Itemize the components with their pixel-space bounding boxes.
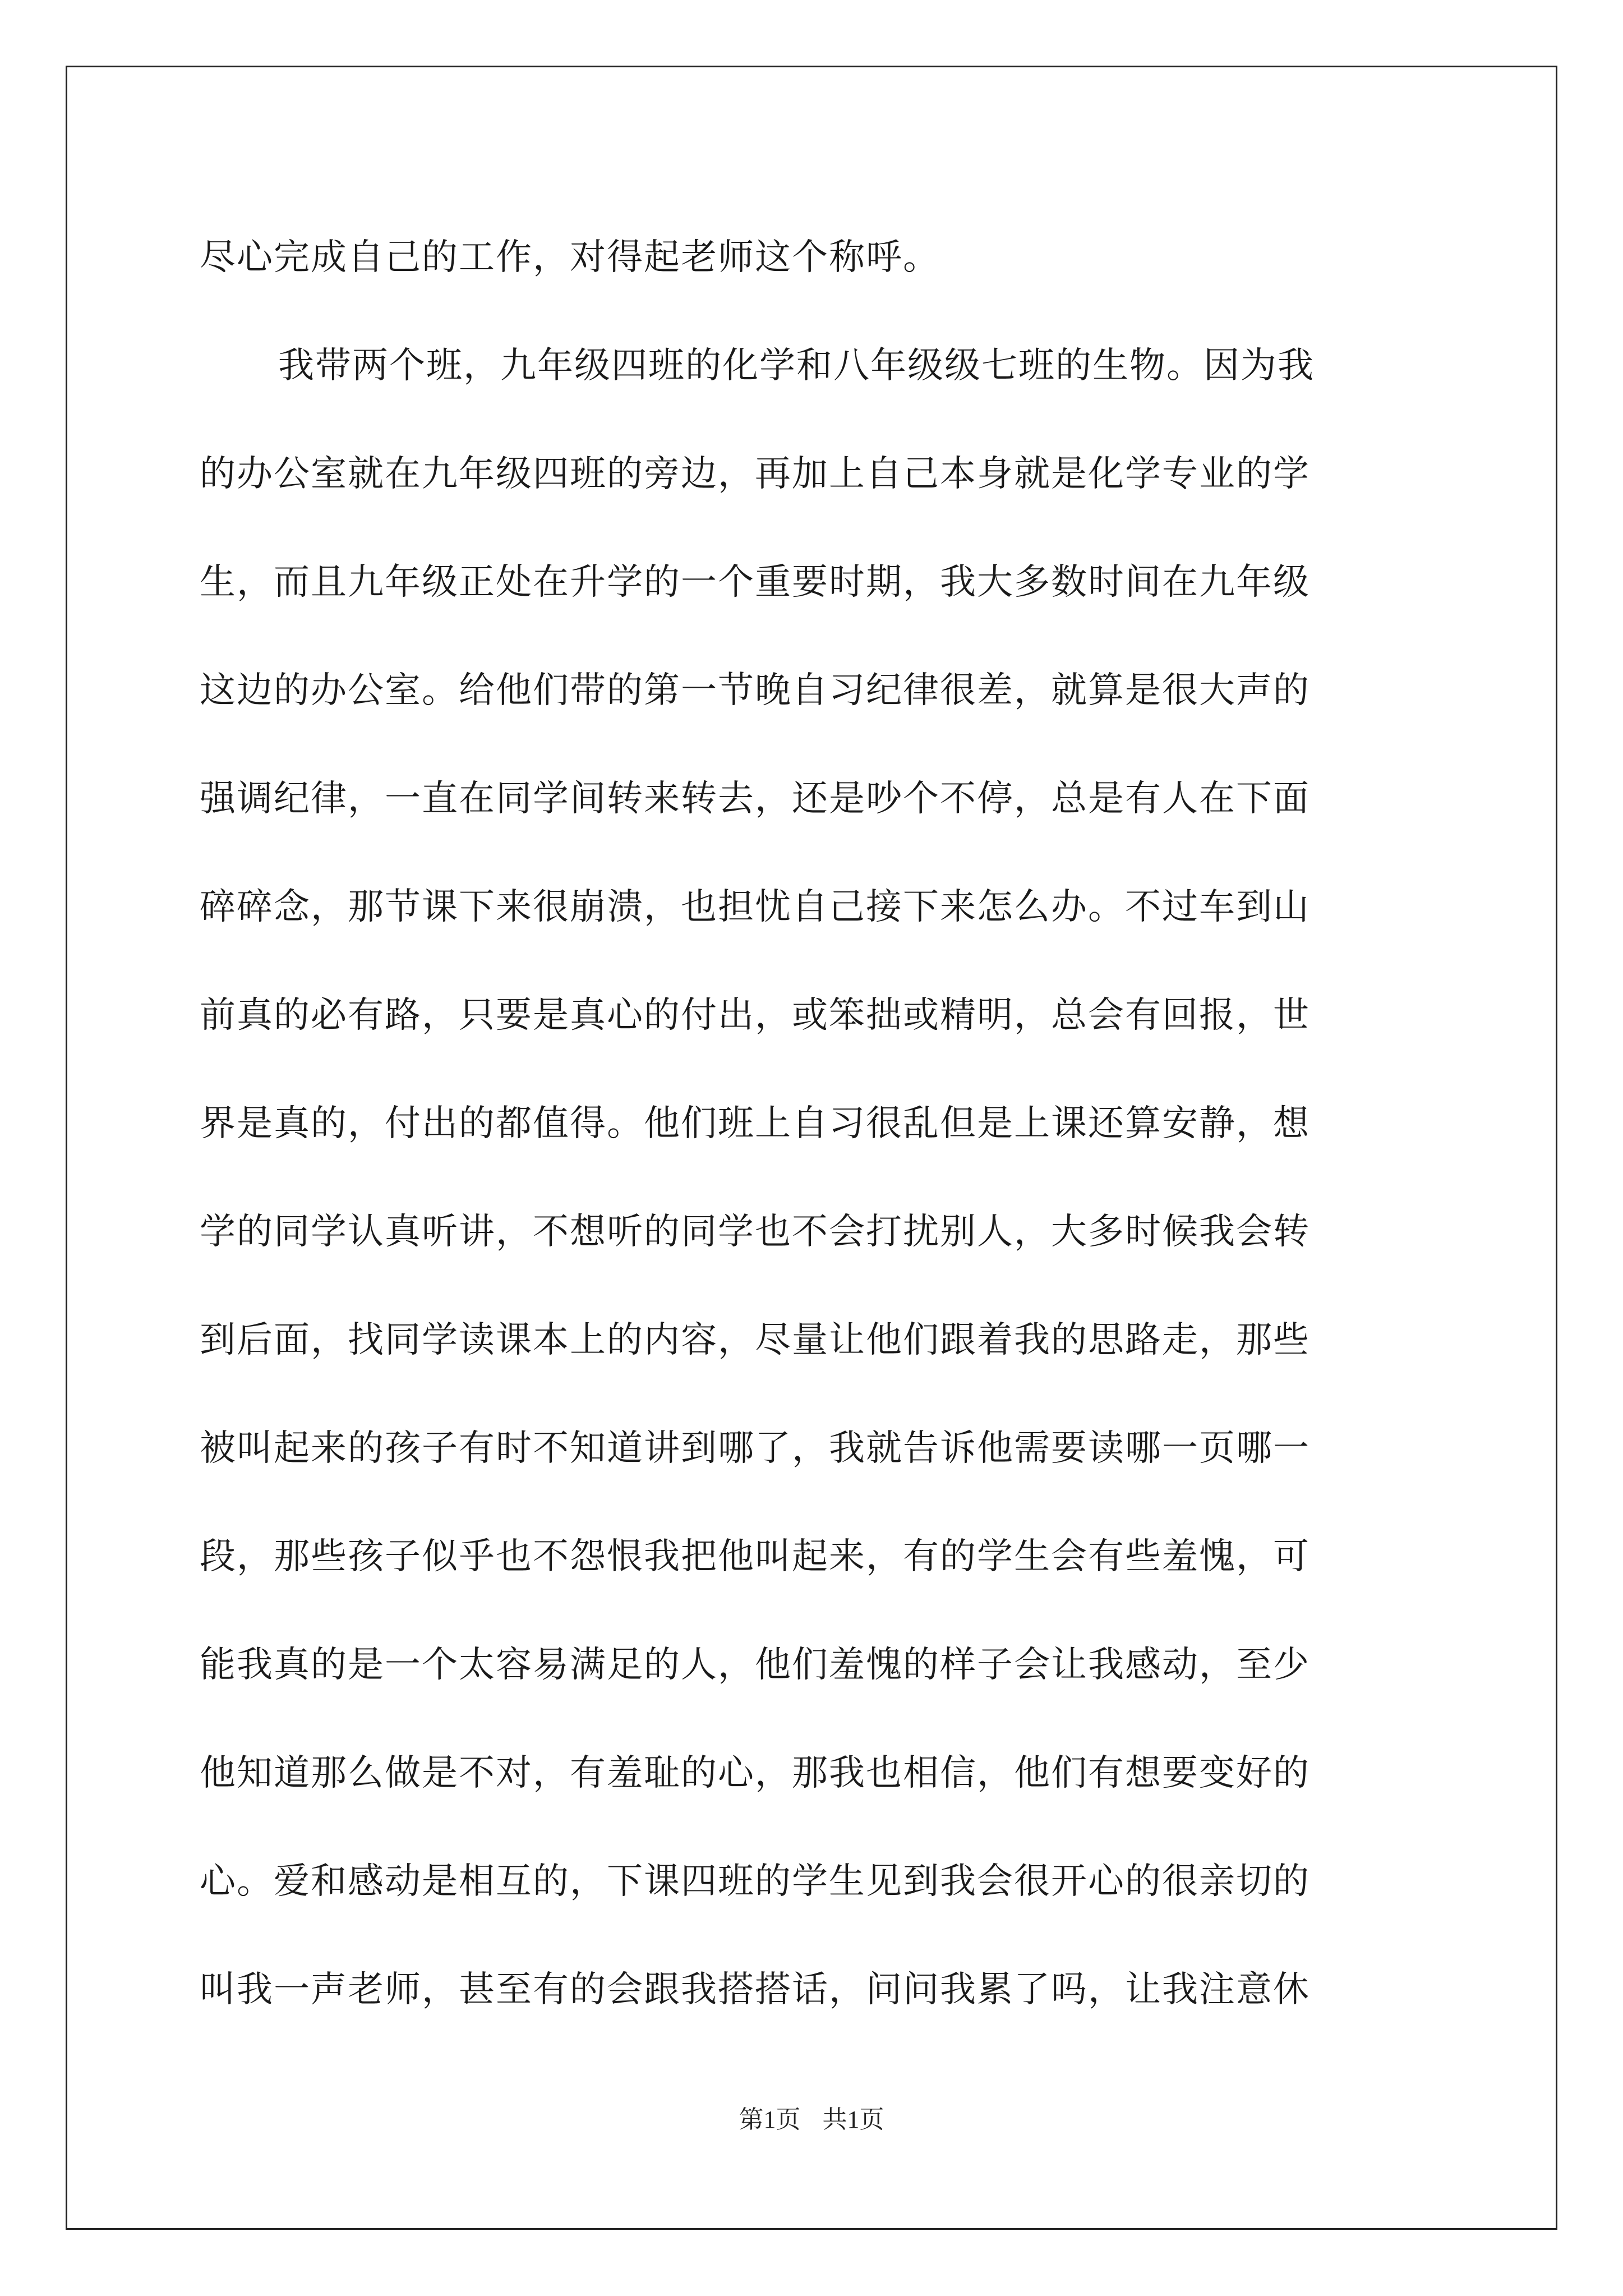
text-line: 碎碎念，那节课下来很崩溃，也担忧自己接下来怎么办。不过车到山: [200, 886, 1310, 928]
text-line: 前真的必有路，只要是真心的付出，或笨拙或精明，总会有回报，世: [200, 995, 1310, 1036]
document-body: [200, 204, 1433, 2044]
text-line: 叫我一声老师，甚至有的会跟我搭搭话，问问我累了吗，让我注意休: [200, 1969, 1310, 2010]
text-line: 被叫起来的孩子有时不知道讲到哪了，我就告诉他需要读哪一页哪一: [200, 1428, 1310, 1469]
text-line: 强调纪律，一直在同学间转来转去，还是吵个不停，总是有人在下面: [200, 778, 1310, 820]
page-number-current: 第1页: [739, 2106, 801, 2133]
text-line: 我带两个班，九年级四班的化学和八年级级七班的生物。因为我: [278, 345, 1315, 386]
text-line: 到后面，找同学读课本上的内容，尽量让他们跟着我的思路走，那些: [200, 1319, 1310, 1361]
text-line: 他知道那么做是不对，有羞耻的心，那我也相信，他们有想要变好的: [200, 1752, 1310, 1794]
text-line: 能我真的是一个太容易满足的人，他们羞愧的样子会让我感动，至少: [200, 1644, 1310, 1686]
text-line: 学的同学认真听讲，不想听的同学也不会打扰别人，大多时候我会转: [200, 1211, 1310, 1253]
page-footer: [0, 2099, 1623, 2135]
text-line: 心。爱和感动是相互的，下课四班的学生见到我会很开心的很亲切的: [200, 1861, 1310, 1902]
text-line: 生，而且九年级正处在升学的一个重要时期，我大多数时间在九年级: [200, 562, 1310, 603]
page-number-total: 共1页: [822, 2106, 884, 2133]
text-line: 的办公室就在九年级四班的旁边，再加上自己本身就是化学专业的学: [200, 453, 1310, 495]
text-line: 段，那些孩子似乎也不怨恨我把他叫起来，有的学生会有些羞愧，可: [200, 1536, 1310, 1577]
text-line: 这边的办公室。给他们带的第一节晚自习纪律很差，就算是很大声的: [200, 670, 1310, 711]
text-line: 尽心完成自己的工作，对得起老师这个称呼。: [200, 237, 940, 278]
text-line: 界是真的，付出的都值得。他们班上自习很乱但是上课还算安静，想: [200, 1103, 1310, 1144]
